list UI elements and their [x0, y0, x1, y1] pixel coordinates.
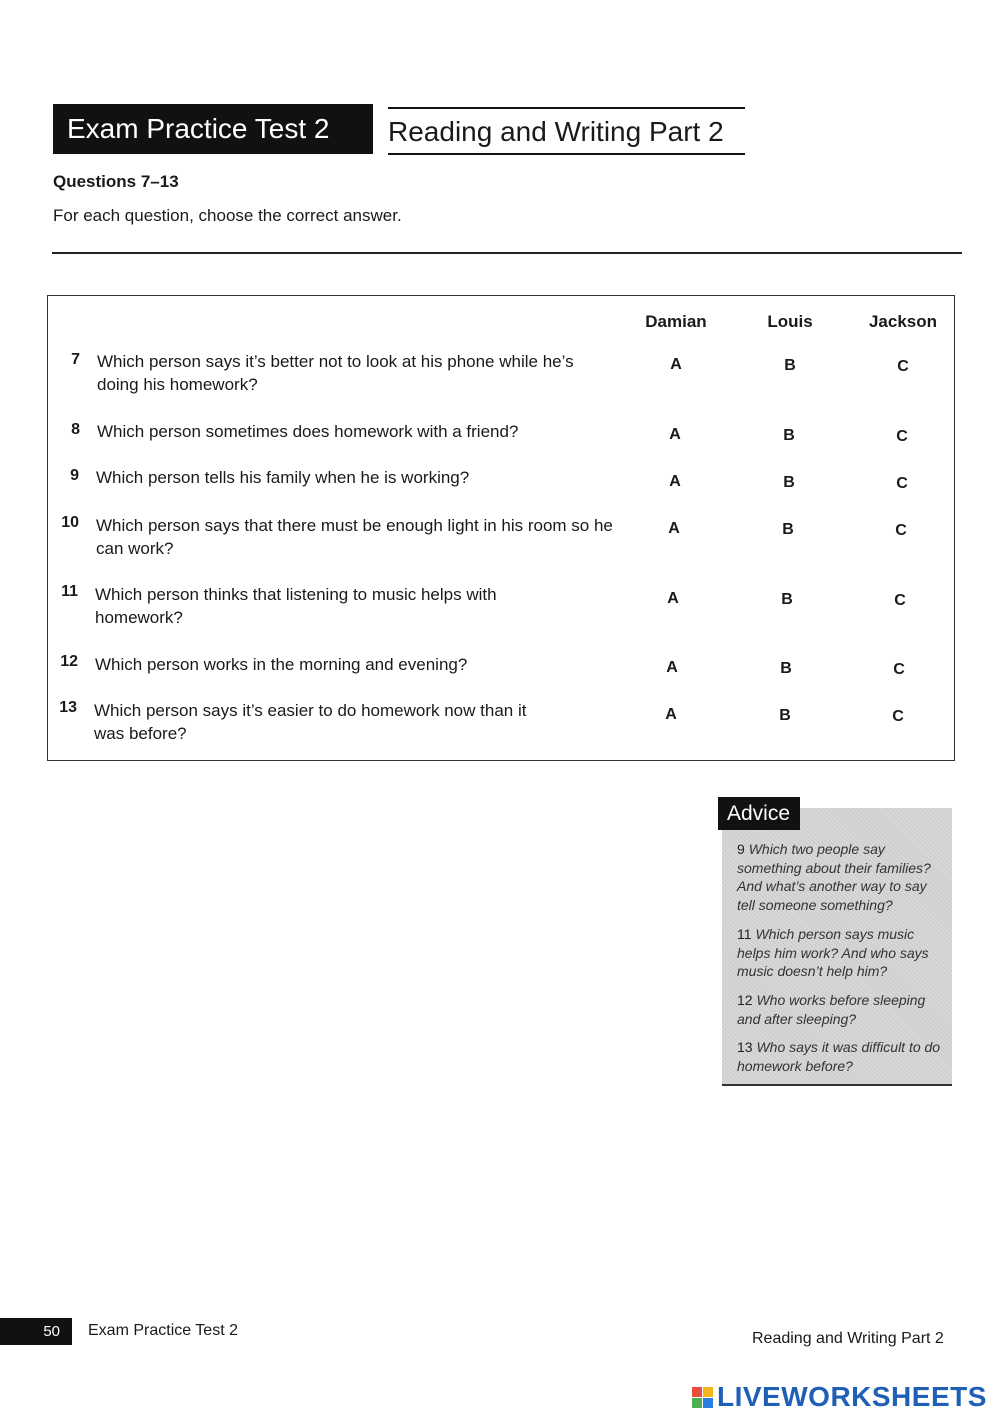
question-text: Which person tells his family when he is working?: [96, 468, 470, 487]
logo-tile: [692, 1398, 702, 1408]
option-a[interactable]: A: [669, 473, 681, 490]
question-text: Which person says it’s easier to do homework now than it was before?: [94, 701, 527, 743]
question-text: Which person thinks that listening to music helps with homework?: [95, 585, 497, 627]
page-number: 50: [0, 1318, 72, 1345]
logo-tile: [692, 1387, 702, 1397]
advice-item-text: Which person says music helps him work? And who says music doesn’t help him?: [737, 926, 929, 979]
option-c[interactable]: C: [892, 708, 904, 725]
option-c[interactable]: C: [894, 592, 906, 609]
option-a[interactable]: A: [665, 706, 677, 723]
option-b[interactable]: B: [784, 357, 796, 374]
header-divider: [52, 252, 962, 254]
questions-range: Questions 7–13: [53, 172, 179, 191]
column-louis: Louis: [767, 312, 813, 331]
option-b[interactable]: B: [782, 521, 794, 538]
section-title: Reading and Writing Part 2: [388, 107, 745, 155]
option-a[interactable]: A: [667, 590, 679, 607]
question-number: 13: [59, 699, 77, 716]
advice-item-number: 9: [737, 841, 745, 857]
footer-right-text: Reading and Writing Part 2: [752, 1330, 944, 1347]
question-text: Which person says it’s better not to look at his phone while he’s doing his homework?: [97, 352, 574, 394]
option-c[interactable]: C: [896, 475, 908, 492]
advice-item-number: 13: [737, 1039, 753, 1055]
question-number: 12: [60, 653, 78, 670]
advice-item-text: Which two people say something about their families? And what’s another way to say tell someone something?: [737, 841, 931, 913]
option-a[interactable]: A: [670, 356, 682, 373]
advice-item-text: Who says it was difficult to do homework before?: [737, 1039, 941, 1074]
question-text: Which person works in the morning and evening?: [95, 655, 468, 674]
advice-item-number: 11: [737, 926, 752, 942]
brand-name: LIVEWORKSHEETS: [717, 1381, 987, 1412]
option-b[interactable]: B: [779, 707, 791, 724]
instruction-text: For each question, choose the correct answer.: [53, 206, 402, 225]
question-number: 10: [61, 514, 79, 531]
column-jackson: Jackson: [868, 312, 938, 331]
logo-tile: [703, 1398, 713, 1408]
option-b[interactable]: B: [783, 474, 795, 491]
option-c[interactable]: C: [893, 661, 905, 678]
logo-tile: [703, 1387, 713, 1397]
logo-grid-icon: [692, 1387, 713, 1408]
advice-item: [737, 1038, 947, 1075]
option-c[interactable]: C: [895, 522, 907, 539]
question-text: Which person sometimes does homework with a friend?: [97, 422, 519, 441]
option-a[interactable]: A: [668, 520, 680, 537]
column-damian: Damian: [645, 312, 707, 331]
question-number: 11: [61, 583, 78, 600]
advice-item: [737, 991, 947, 1028]
footer-left-text: Exam Practice Test 2: [88, 1322, 238, 1339]
advice-item: [737, 840, 947, 914]
option-b[interactable]: B: [781, 591, 793, 608]
advice-item-text: Who works before sleeping and after sleeping?: [737, 992, 926, 1027]
advice-item: [737, 925, 947, 981]
question-number: 8: [71, 421, 80, 438]
option-c[interactable]: C: [896, 428, 908, 445]
advice-label: Advice: [718, 797, 800, 830]
exam-title: Exam Practice Test 2: [53, 104, 373, 154]
question-text: Which person says that there must be enough light in his room so he can work?: [96, 516, 613, 558]
option-c[interactable]: C: [897, 358, 909, 375]
question-number: 7: [71, 351, 80, 368]
question-number: 9: [70, 467, 79, 484]
option-a[interactable]: A: [666, 659, 678, 676]
option-b[interactable]: B: [783, 427, 795, 444]
liveworksheets-logo[interactable]: [692, 1381, 987, 1413]
option-a[interactable]: A: [669, 426, 681, 443]
advice-item-number: 12: [737, 992, 753, 1008]
option-b[interactable]: B: [780, 660, 792, 677]
